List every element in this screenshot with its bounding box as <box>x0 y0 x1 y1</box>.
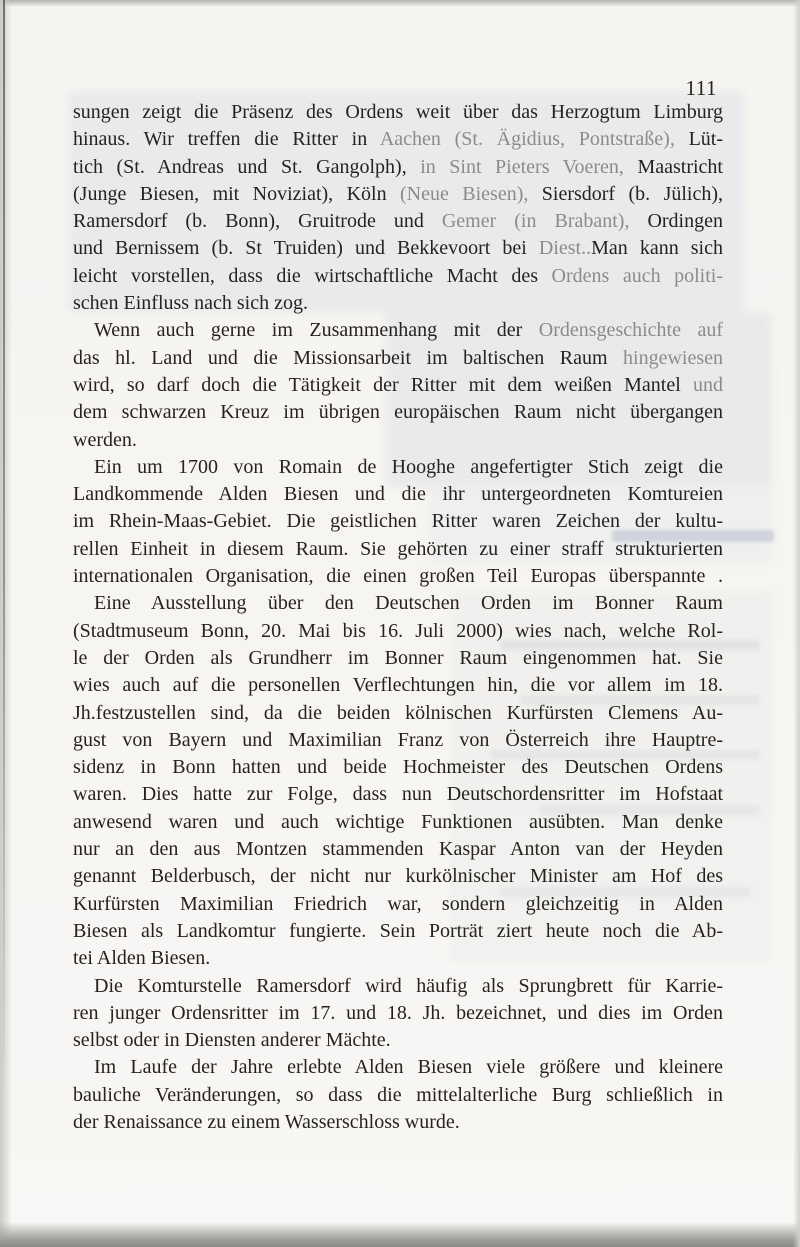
text-segment: Landkommende Alden Biesen und die ihr untergeordneten Komtureien <box>73 483 723 506</box>
text-segment: wird, so darf doch die Tätigkeit der Ritter mit dem weißen Mantel <box>73 373 693 396</box>
text-segment: im Rhein-Maas-Gebiet. Die geistlichen Ritter waren Zeichen der kultu- <box>73 510 723 533</box>
text-segment: leicht vorstellen, dass die wirtschaftliche Macht des <box>73 264 552 287</box>
text-segment: (Junge Biesen, mit Noviziat), Köln <box>73 182 400 205</box>
paragraph <box>73 317 723 453</box>
text-line <box>73 317 723 344</box>
faded-text-segment: (Neue Biesen), <box>400 182 529 205</box>
scan-edge-right <box>793 0 800 1247</box>
text-line <box>73 645 723 672</box>
text-line <box>73 154 723 181</box>
text-line <box>73 891 723 918</box>
faded-text-segment: und <box>693 373 723 396</box>
faded-text-segment: Aachen (St. Ägidius, Pontstraße), <box>379 128 675 151</box>
text-line <box>73 590 723 617</box>
scan-edge-bottom <box>0 1222 800 1247</box>
text-segment: tei Alden Biesen. <box>73 947 211 970</box>
text-segment: Ordingen <box>629 210 723 233</box>
faded-text-segment: Ordens auch politi- <box>551 264 723 287</box>
text-segment: tich (St. Andreas und St. Gangolph), <box>73 155 421 178</box>
paragraph <box>73 590 723 972</box>
text-block <box>73 99 723 1136</box>
text-segment: Eine Ausstellung über den Deutschen Orden im Bonner Raum <box>94 592 723 615</box>
text-segment: gust von Bayern und Maximilian Franz von Österreich ihre Hauptre- <box>73 728 723 751</box>
text-line <box>73 781 723 808</box>
text-segment: internationalen Organisation, die einen großen Teil Europas überspannte . <box>73 565 723 588</box>
text-line <box>73 481 723 508</box>
text-line <box>73 290 723 317</box>
text-line <box>73 399 723 426</box>
text-segment: Siersdorf (b. Jülich), <box>528 182 723 205</box>
text-segment: nur an den aus Montzen stammenden Kaspar Anton van der Heyden <box>73 838 723 861</box>
text-line <box>73 345 723 372</box>
faded-text-segment: hingewiesen <box>623 346 723 369</box>
text-line <box>73 372 723 399</box>
text-line <box>73 727 723 754</box>
text-segment: le der Orden als Grundherr im Bonner Raum eingenommen hat. Sie <box>73 646 723 669</box>
text-line <box>73 1000 723 1027</box>
text-line <box>73 454 723 481</box>
scan-edge-line <box>3 0 5 1100</box>
text-line <box>73 836 723 863</box>
text-line <box>73 208 723 235</box>
text-line <box>73 618 723 645</box>
text-line <box>73 181 723 208</box>
text-segment: anwesend waren und auch wichtige Funktionen ausübten. Man denke <box>73 810 723 833</box>
faded-text-segment: Diest.. <box>538 237 592 260</box>
text-segment: und Bernissem (b. St Truiden) und Bekkevoort bei <box>73 237 539 260</box>
text-line <box>73 973 723 1000</box>
text-segment: rellen Einheit in diesem Raum. Sie gehörten zu einer straff strukturierten <box>73 537 723 560</box>
scan-edge-left <box>0 0 12 1247</box>
text-line <box>73 945 723 972</box>
text-segment: sidenz in Bonn hatten und beide Hochmeister des Deutschen Ordens <box>73 756 723 779</box>
text-segment: wies auch auf die personellen Verflechtungen hin, die vor allem im 18. <box>73 674 723 697</box>
text-line <box>73 263 723 290</box>
text-segment: ren junger Ordensritter im 17. und 18. Jh. bezeichnet, und dies im Orden <box>73 1001 723 1024</box>
text-segment: hinaus. Wir treffen die Ritter in <box>73 128 380 151</box>
text-segment: selbst oder in Diensten anderer Mächte. <box>73 1029 391 1052</box>
text-line <box>73 126 723 153</box>
text-segment: werden. <box>73 428 137 451</box>
text-segment: Man kann sich <box>591 237 723 260</box>
text-segment: Biesen als Landkomtur fungierte. Sein Porträt ziert heute noch die Ab- <box>73 919 723 942</box>
faded-text-segment: in Sint Pieters Voeren, <box>420 155 624 178</box>
text-line <box>73 235 723 262</box>
text-segment: das hl. Land und die Missionsarbeit im baltischen Raum <box>73 346 624 369</box>
faded-text-segment: Gemer (in Brabant), <box>441 210 630 233</box>
text-segment: waren. Dies hatte zur Folge, dass nun Deutschordensritter im Hofstaat <box>73 783 723 806</box>
text-segment: Wenn auch gerne im Zusammenhang mit der <box>94 319 539 342</box>
text-segment: Die Komturstelle Ramersdorf wird häufig als Sprungbrett für Karrie- <box>94 974 723 997</box>
paragraph <box>73 454 723 590</box>
text-line <box>73 1027 723 1054</box>
text-segment: sungen zeigt die Präsenz des Ordens weit über das Herzogtum Limburg <box>73 101 723 123</box>
text-line <box>73 672 723 699</box>
text-segment: dem schwarzen Kreuz im übrigen europäischen Raum nicht übergangen <box>73 401 723 424</box>
text-line <box>73 99 723 126</box>
text-line <box>73 754 723 781</box>
text-line <box>73 536 723 563</box>
text-line <box>73 809 723 836</box>
text-line <box>73 918 723 945</box>
text-line <box>73 563 723 590</box>
text-line <box>73 700 723 727</box>
paragraph <box>73 99 723 317</box>
faded-text-segment: Ordensgeschichte auf <box>538 319 723 342</box>
text-segment: Ein um 1700 von Romain de Hooghe angefertigter Stich zeigt die <box>94 455 723 478</box>
text-segment: bauliche Veränderungen, so dass die mittelalterliche Burg schließlich in <box>73 1083 723 1106</box>
paragraph <box>73 973 723 1055</box>
text-line <box>73 1109 723 1136</box>
page-number: 111 <box>685 76 717 100</box>
text-line <box>73 508 723 535</box>
text-segment: Maastricht <box>623 155 723 178</box>
text-line <box>73 427 723 454</box>
text-segment: Jh.festzustellen sind, da die beiden kölnischen Kurfürsten Clemens Au- <box>73 701 723 724</box>
text-segment: der Renaissance zu einem Wasserschloss wurde. <box>73 1110 460 1133</box>
text-line <box>73 1082 723 1109</box>
text-segment: Lüt- <box>674 128 723 151</box>
text-segment: (Stadtmuseum Bonn, 20. Mai bis 16. Juli 2000) wies nach, welche Rol- <box>73 619 723 642</box>
text-line <box>73 1054 723 1081</box>
text-segment: Ramersdorf (b. Bonn), Gruitrode und <box>73 210 442 233</box>
text-segment: genannt Belderbusch, der nicht nur kurkölnischer Minister am Hof des <box>73 865 723 888</box>
scan-edge-top <box>0 0 800 7</box>
text-segment: schen Einfluss nach sich zog. <box>73 292 308 315</box>
text-segment: Kurfürsten Maximilian Friedrich war, sondern gleichzeitig in Alden <box>73 892 723 915</box>
text-segment: Im Laufe der Jahre erlebte Alden Biesen viele größere und kleinere <box>94 1056 723 1079</box>
text-line <box>73 863 723 890</box>
paragraph <box>73 1054 723 1136</box>
